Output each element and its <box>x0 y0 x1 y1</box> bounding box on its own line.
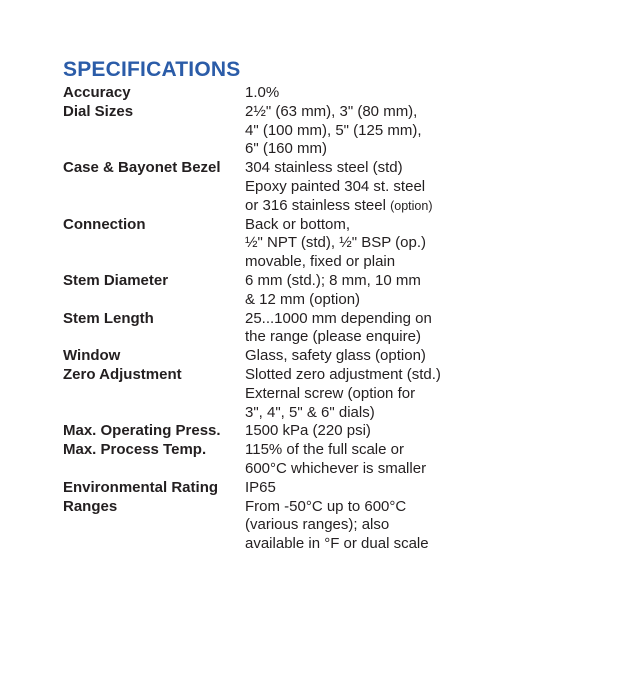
spec-value-line: Epoxy painted 304 st. steel <box>245 177 426 195</box>
spec-value-line: 304 stainless steel (std) <box>245 159 403 177</box>
spec-value <box>245 103 422 159</box>
spec-value-line: & 12 mm (option) <box>245 290 361 308</box>
spec-value <box>245 479 276 498</box>
option-note: (option) <box>390 198 433 213</box>
spec-row-ranges <box>63 498 603 554</box>
spec-value <box>245 498 429 554</box>
spec-label: Dial Sizes <box>63 102 134 120</box>
spec-value-line: Glass, safety glass (option) <box>245 347 426 365</box>
spec-row-environmental-rating <box>63 479 603 498</box>
spec-value-line: 600°C whichever is smaller <box>245 459 427 477</box>
spec-label: Connection <box>63 215 146 233</box>
spec-label: Window <box>63 347 121 365</box>
spec-label: Environmental Rating <box>63 478 219 496</box>
spec-value-line: available in °F or dual scale <box>245 535 429 553</box>
spec-value-line: 1.0% <box>245 84 280 101</box>
spec-value-line <box>245 197 432 216</box>
spec-value-line: the range (please enquire) <box>245 328 421 346</box>
spec-label: Stem Diameter <box>63 271 169 289</box>
spec-value-line: 115% of the full scale or <box>245 441 404 459</box>
spec-value <box>245 159 432 215</box>
spec-row-stem-length <box>63 310 603 348</box>
spec-value <box>245 347 426 366</box>
spec-value-line: 6" (160 mm) <box>245 140 328 158</box>
spec-row-window <box>63 347 603 366</box>
spec-value-line: 2½" (63 mm), 3" (80 mm), <box>245 102 418 120</box>
spec-value-line: ½" NPT (std), ½" BSP (op.) <box>245 234 426 252</box>
spec-label: Max. Operating Press. <box>63 422 221 440</box>
spec-value-line: 6 mm (std.); 8 mm, 10 mm <box>245 271 421 289</box>
spec-label: Stem Length <box>63 309 154 327</box>
spec-row-zero-adjustment <box>63 366 603 422</box>
spec-label: Case & Bayonet Bezel <box>63 159 221 177</box>
spec-row-dial-sizes <box>63 103 603 159</box>
spec-label: Max. Process Temp. <box>63 441 207 459</box>
spec-value <box>245 366 441 422</box>
spec-row-max-process-temp <box>63 441 603 479</box>
spec-row-stem-diameter <box>63 272 603 310</box>
spec-value-line: 1500 kPa (220 psi) <box>245 422 371 440</box>
spec-value-line: From -50°C up to 600°C <box>245 497 407 515</box>
spec-row-connection <box>63 216 603 272</box>
spec-value-line: 25...1000 mm depending on <box>245 309 432 327</box>
section-title: SPECIFICATIONS <box>63 58 241 81</box>
spec-value <box>245 310 432 348</box>
spec-label: Ranges <box>63 497 118 515</box>
spec-value-line: movable, fixed or plain <box>245 253 396 271</box>
spec-value-line: Slotted zero adjustment (std.) <box>245 365 441 383</box>
spec-value-line: 3", 4", 5" & 6" dials) <box>245 403 375 421</box>
spec-value-line: External screw (option for <box>245 384 416 402</box>
spec-label: Accuracy <box>63 84 131 101</box>
specifications-section <box>63 58 603 554</box>
spec-row-accuracy <box>63 84 603 103</box>
spec-value <box>245 441 426 479</box>
spec-value <box>245 216 426 272</box>
spec-row-case-bezel <box>63 159 603 215</box>
spec-value-line: (various ranges); also <box>245 516 390 534</box>
spec-table <box>63 84 603 554</box>
spec-value-text: or 316 stainless steel <box>245 196 386 214</box>
spec-value-line: IP65 <box>245 478 276 496</box>
spec-value <box>245 84 279 103</box>
spec-label: Zero Adjustment <box>63 365 182 383</box>
spec-value <box>245 272 421 310</box>
spec-value <box>245 422 371 441</box>
spec-value-line: Back or bottom, <box>245 215 351 233</box>
spec-value-line: 4" (100 mm), 5" (125 mm), <box>245 121 422 139</box>
spec-row-max-operating-press <box>63 422 603 441</box>
